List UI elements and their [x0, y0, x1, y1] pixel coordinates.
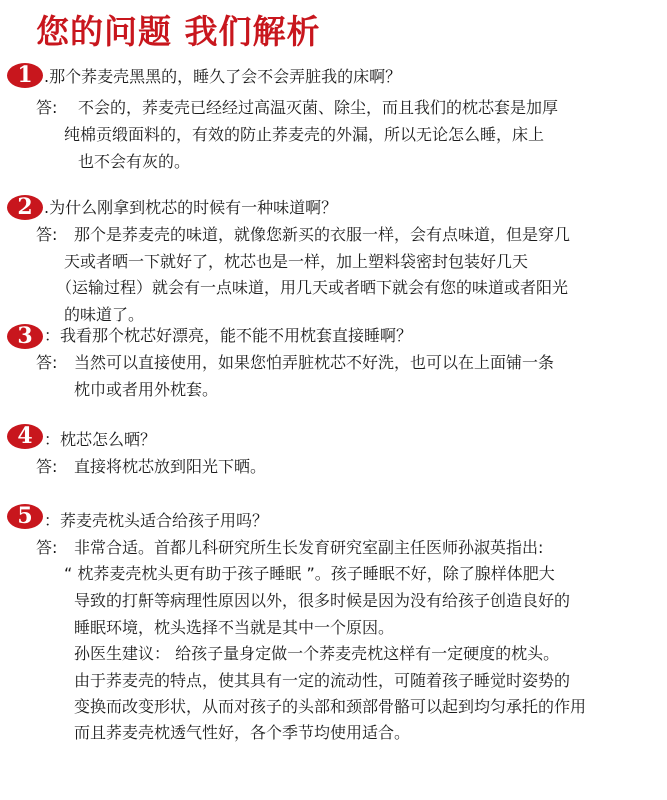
- answer-5-line: 孙医生建议： 给孩子量身定做一个荞麦壳枕这样有一定硬度的枕头。: [74, 644, 560, 663]
- answer-label-4: 答:: [36, 457, 58, 476]
- answer-3-line: 枕巾或者用外枕套。: [74, 380, 219, 399]
- answer-3-line: 当然可以直接使用，如果您怕弄脏枕芯不好洗，也可以在上面铺一条: [74, 353, 555, 372]
- answer-1-line: 不会的，荞麦壳已经经过高温灭菌、除尘，而且我们的枕芯套是加厚: [78, 98, 559, 117]
- page-title: 您的问题 我们解析: [36, 12, 321, 51]
- answer-2-line: 那个是荞麦壳的味道，就像您新买的衣服一样，会有点味道，但是穿几: [74, 225, 571, 244]
- number-badge-4: 4: [7, 424, 43, 449]
- number-badge-1: 1: [7, 63, 43, 88]
- answer-5-line: 而且荞麦壳枕透气性好，各个季节均使用适合。: [74, 723, 411, 742]
- answer-1-line: 纯棉贡缎面料的，有效的防止荞麦壳的外漏，所以无论怎么睡，床上: [64, 125, 545, 144]
- answer-2-line: （运输过程）就会有一点味道，用几天或者晒下就会有您的味道或者阳光: [56, 278, 569, 297]
- number-badge-5: 5: [7, 504, 43, 529]
- answer-4-line: 直接将枕芯放到阳光下晒。: [74, 457, 267, 476]
- answer-2-line: 的味道了。: [64, 305, 145, 324]
- question-4: ：枕芯怎么晒？: [44, 430, 157, 449]
- question-1: .那个荞麦壳黑黑的，睡久了会不会弄脏我的床啊？: [44, 67, 402, 86]
- number-badge-2: 2: [7, 195, 43, 220]
- number-badge-3: 3: [7, 324, 43, 349]
- answer-5-line: 非常合适。首都儿科研究所生长发育研究室副主任医师孙淑英指出:: [74, 538, 544, 557]
- question-3: ：我看那个枕芯好漂亮，能不能不用枕套直接睡啊？: [44, 326, 413, 345]
- answer-1-line: 也不会有灰的。: [78, 152, 191, 171]
- answer-5-line: 导致的打鼾等病理性原因以外，很多时候是因为没有给孩子创造良好的: [74, 591, 571, 610]
- answer-label-2: 答:: [36, 225, 58, 244]
- answer-label-1: 答:: [36, 98, 58, 117]
- answer-label-3: 答:: [36, 353, 58, 372]
- question-5: ：荞麦壳枕头适合给孩子用吗？: [44, 511, 269, 530]
- answer-label-5: 答:: [36, 538, 58, 557]
- answer-5-line: 由于荞麦壳的特点，使其具有一定的流动性，可随着孩子睡觉时姿势的: [74, 671, 571, 690]
- answer-5-line: 睡眠环境，枕头选择不当就是其中一个原因。: [74, 618, 395, 637]
- question-2: .为什么刚拿到枕芯的时候有一种味道啊？: [44, 198, 338, 217]
- answer-5-line: “ 枕荞麦壳枕头更有助于孩子睡眠 ”。孩子睡眠不好，除了腺样体肥大: [64, 564, 555, 583]
- answer-2-line: 天或者晒一下就好了，枕芯也是一样，加上塑料袋密封包装好几天: [64, 252, 529, 271]
- answer-5-line: 变换而改变形状，从而对孩子的头部和颈部骨骼可以起到均匀承托的作用: [74, 697, 587, 716]
